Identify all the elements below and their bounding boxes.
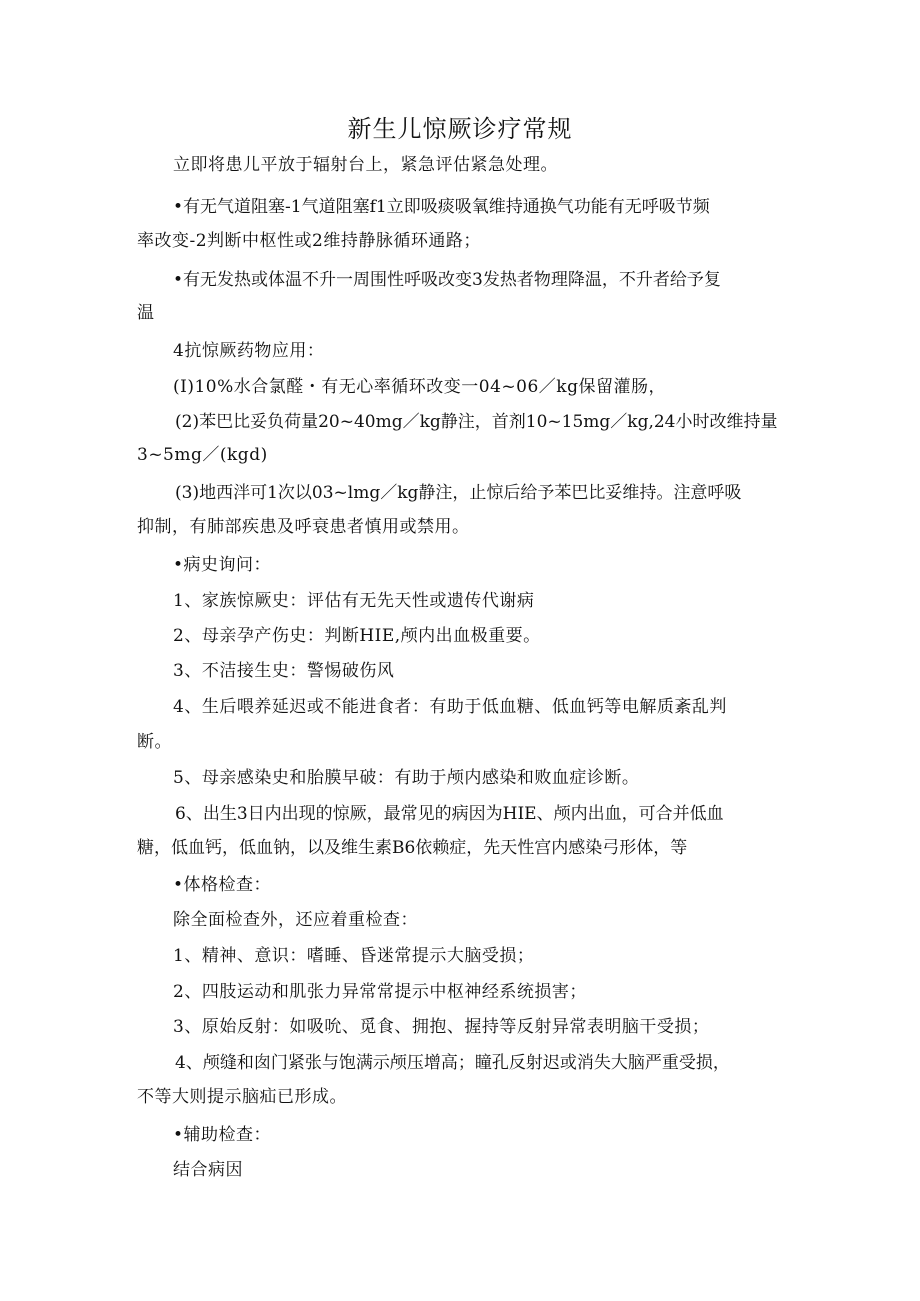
text-line-28: •辅助检查：	[173, 1125, 272, 1145]
text-line-1: 立即将患儿平放于辐射台上，紧急评估紧急处理。	[173, 155, 558, 175]
text-line-2: •有无气道阻塞-1气道阻塞f1立即吸痰吸氧维持通换气功能有无呼吸节频	[173, 197, 710, 217]
text-line-20: 糖，低血钙，低血钠，以及维生素B6依赖症，先天性宫内感染弓形体，等	[137, 838, 688, 858]
text-line-10: (3)地西泮可1次以03~lmg／kg静注，止惊后给予苯巴比妥维持。注意呼吸	[175, 483, 742, 503]
text-line-6: 4抗惊厥药物应用：	[173, 341, 325, 361]
text-line-11: 抑制，有肺部疾患及呼衰患者慎用或禁用。	[137, 517, 470, 537]
text-line-4: •有无发热或体温不升一周围性呼吸改变3发热者物理降温，不升者给予复	[173, 270, 721, 290]
text-line-19: 6、出生3日内出现的惊厥，最常见的病因为HIE、颅内出血，可合并低血	[175, 804, 724, 824]
text-line-22: 除全面检查外，还应着重检查：	[173, 910, 418, 930]
text-line-23: 1、精神、意识：嗜睡、昏迷常提示大脑受损；	[173, 946, 535, 966]
text-line-26: 4、颅缝和囱门紧张与饱满示颅压增高；瞳孔反射迟或消失大脑严重受损，	[175, 1053, 730, 1073]
text-line-8: (2)苯巴比妥负荷量20~40mg／kg静注，首剂10~15mg／kg,24小时改维持量	[175, 412, 778, 432]
text-line-3: 率改变-2判断中枢性或2维持静脉循环通路；	[137, 231, 481, 251]
text-line-5: 温	[137, 303, 155, 323]
text-line-7: (I)10%水合氯醛・有无心率循环改变一04~06／kg保留灌肠，	[173, 377, 666, 397]
text-line-13: 1、家族惊厥史：评估有无先天性或遗传代谢病	[173, 591, 535, 611]
text-line-9: 3~5mg／(kgd)	[137, 445, 268, 465]
text-line-12: •病史询问：	[173, 555, 272, 575]
text-line-15: 3、不洁接生史：警惕破伤风	[173, 661, 395, 681]
text-line-17: 断。	[137, 732, 172, 752]
text-line-14: 2、母亲孕产伤史：判断HIE,颅内出血极重要。	[173, 626, 541, 646]
text-line-24: 2、四肢运动和肌张力异常常提示中枢神经系统损害；	[173, 982, 587, 1002]
text-line-29: 结合病因	[173, 1160, 243, 1180]
text-line-18: 5、母亲感染史和胎膜早破：有助于颅内感染和败血症诊断。	[173, 768, 640, 788]
text-line-27: 不等大则提示脑疝已形成。	[137, 1087, 347, 1107]
document-title: 新生儿惊厥诊疗常规	[347, 115, 573, 143]
text-line-25: 3、原始反射：如吸吮、觅食、拥抱、握持等反射异常表明脑干受损；	[173, 1017, 710, 1037]
text-line-21: •体格检查：	[173, 875, 272, 895]
text-line-16: 4、生后喂养延迟或不能进食者：有助于低血糖、低血钙等电解质紊乱判	[173, 697, 727, 717]
